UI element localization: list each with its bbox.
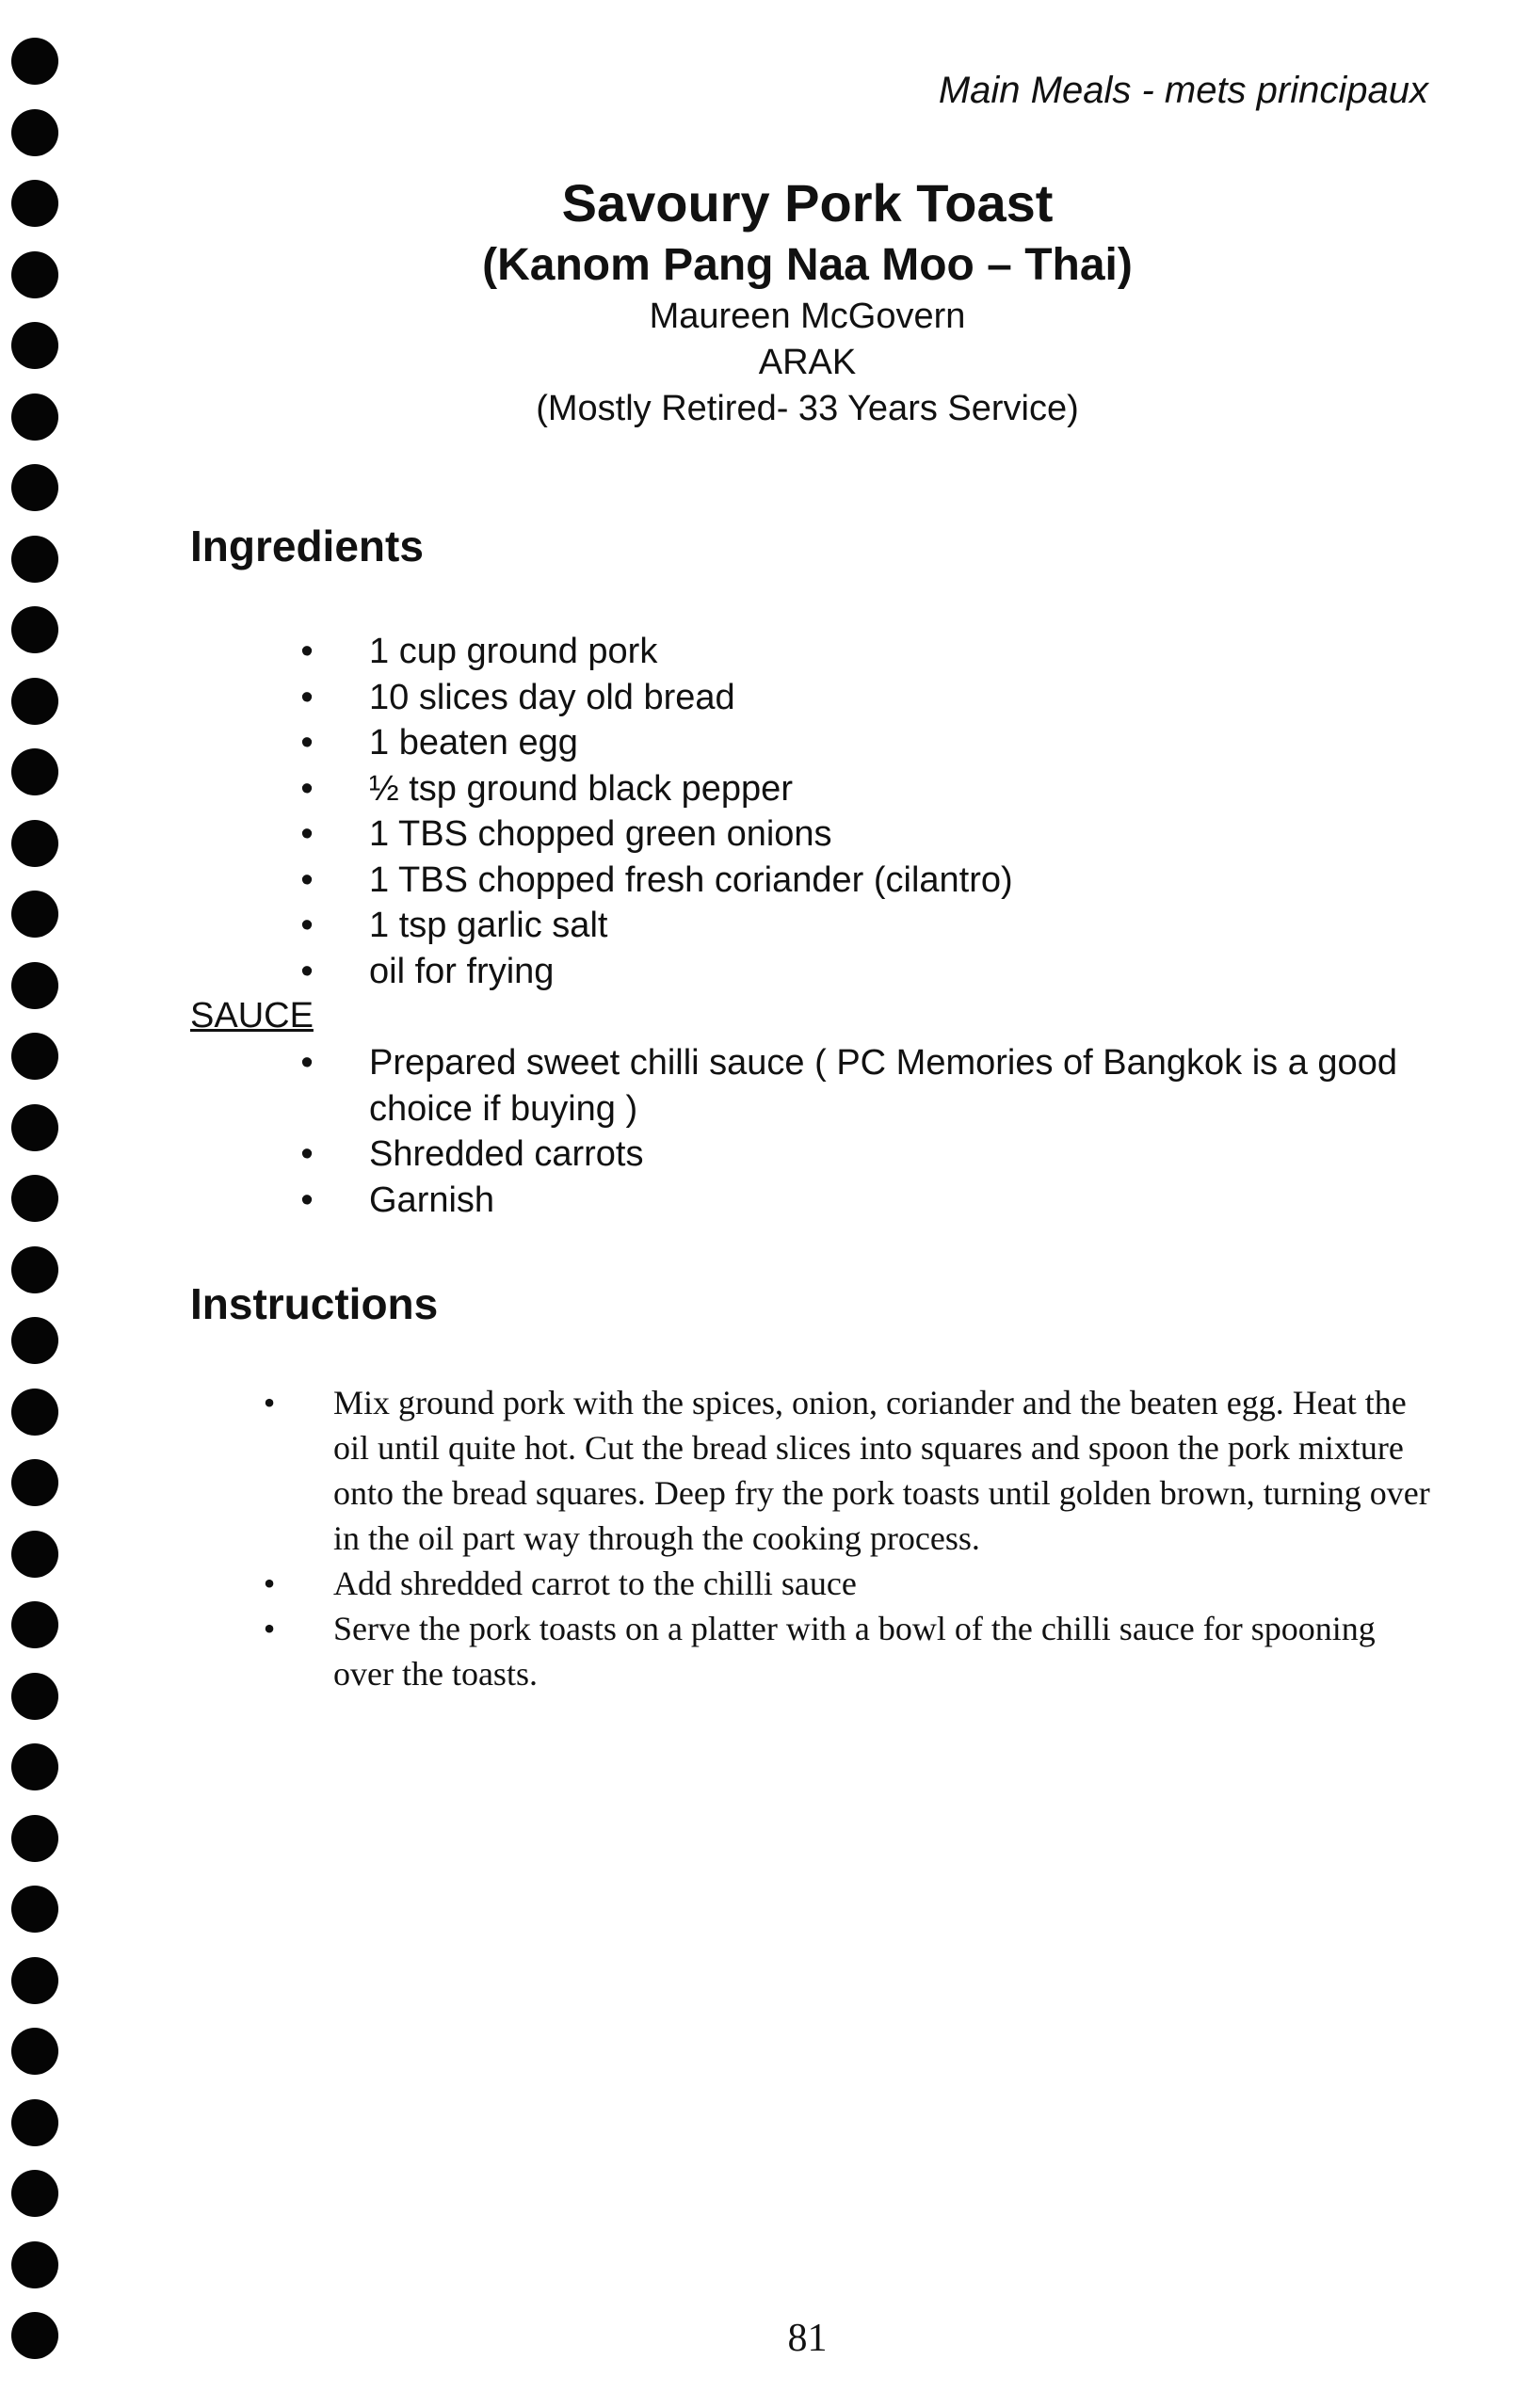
bullet-icon: • — [263, 1565, 276, 1602]
list-item-text: 10 slices day old bread — [369, 677, 735, 717]
instructions-heading: Instructions — [190, 1279, 439, 1328]
list-item-text: 1 tsp garlic salt — [369, 906, 608, 945]
bullet-icon: • — [300, 859, 314, 900]
binding-hole — [11, 464, 58, 511]
ingredients-heading: Ingredients — [190, 522, 424, 570]
binding-hole — [11, 1033, 58, 1080]
instructions-list — [260, 1380, 1437, 1696]
list-item-text: oil for frying — [369, 951, 555, 991]
binding-hole — [11, 1743, 58, 1790]
list-item — [260, 1561, 1437, 1606]
binding-hole — [11, 109, 58, 156]
binding-hole — [11, 1531, 58, 1578]
ingredients-list — [298, 629, 1427, 994]
bullet-icon: • — [300, 1043, 314, 1083]
sauce-list — [298, 1040, 1399, 1223]
binding-hole — [11, 1601, 58, 1648]
binding-hole — [11, 1104, 58, 1151]
list-item — [298, 949, 1427, 995]
list-item-text: ½ tsp ground black pepper — [369, 768, 793, 809]
binding-hole — [11, 2028, 58, 2075]
recipe-author: Maureen McGovern — [649, 297, 966, 336]
bullet-icon: • — [300, 1180, 314, 1220]
binding-hole — [11, 1246, 58, 1293]
recipe-subtitle: (Kanom Pang Naa Moo – Thai) — [482, 240, 1133, 290]
binding-hole — [11, 606, 58, 653]
bullet-icon: • — [300, 906, 314, 945]
binding-hole — [11, 1886, 58, 1933]
recipe-title-block — [0, 169, 1530, 432]
list-item — [298, 811, 1427, 858]
recipe-organization: ARAK — [758, 343, 857, 382]
binding-hole — [11, 536, 58, 583]
recipe-title: Savoury Pork Toast — [561, 173, 1054, 233]
binding-hole — [11, 891, 58, 938]
list-item — [298, 903, 1427, 949]
list-item-text: Garnish — [369, 1180, 495, 1220]
list-item — [298, 675, 1427, 721]
list-item-text: 1 TBS chopped green onions — [369, 814, 832, 854]
bullet-icon: • — [300, 723, 314, 763]
page-number: 81 — [787, 2317, 828, 2360]
binding-hole — [11, 1673, 58, 1720]
list-item — [298, 858, 1427, 904]
bullet-icon: • — [300, 814, 314, 854]
binding-hole — [11, 1389, 58, 1436]
bullet-icon: • — [300, 951, 314, 991]
binding-hole — [11, 2241, 58, 2288]
binding-hole — [11, 2099, 58, 2146]
recipe-note: (Mostly Retired- 33 Years Service) — [536, 389, 1079, 428]
list-item — [298, 1040, 1399, 1132]
list-item-text: Shredded carrots — [369, 1134, 644, 1174]
binding-hole — [11, 962, 58, 1009]
bullet-icon: • — [300, 1134, 314, 1174]
list-item — [298, 629, 1427, 675]
sauce-label: SAUCE — [190, 996, 314, 1035]
binding-hole — [11, 2170, 58, 2217]
binding-hole — [11, 1815, 58, 1862]
list-item — [260, 1380, 1437, 1561]
binding-hole — [11, 1175, 58, 1222]
list-item-text: Prepared sweet chilli sauce ( PC Memories of Bangkok is a good choice if buying ) — [369, 1043, 1397, 1129]
bullet-icon: • — [263, 1610, 276, 1647]
binding-hole — [11, 678, 58, 725]
list-item-text: 1 TBS chopped fresh coriander (cilantro) — [369, 859, 1013, 900]
list-item — [298, 766, 1427, 812]
bullet-icon: • — [300, 677, 314, 717]
list-item — [298, 720, 1427, 766]
list-item-text: Add shredded carrot to the chilli sauce — [333, 1565, 857, 1602]
section-header: Main Meals - mets principaux — [938, 70, 1428, 111]
list-item — [298, 1178, 1399, 1224]
binding-hole — [11, 1459, 58, 1506]
list-item-text: Mix ground pork with the spices, onion, coriander and the beaten egg. Heat the oil until quite hot. Cut the bread slices into squares and spoon the pork mixture onto the bread squares. Deep fry the pork toasts until golden brown, turning over in the oil part way through the cooking process. — [333, 1384, 1430, 1557]
bullet-icon: • — [300, 768, 314, 809]
binding-hole — [11, 820, 58, 867]
list-item-text: Serve the pork toasts on a platter with a bowl of the chilli sauce for spooning over the toasts. — [333, 1610, 1376, 1693]
binding-hole — [11, 748, 58, 795]
bullet-icon: • — [300, 632, 314, 671]
list-item-text: 1 cup ground pork — [369, 632, 658, 671]
list-item — [298, 1132, 1399, 1178]
bullet-icon: • — [263, 1384, 276, 1421]
list-item — [260, 1606, 1437, 1696]
binding-hole — [11, 1317, 58, 1364]
binding-hole — [11, 1957, 58, 2004]
binding-hole — [11, 38, 58, 85]
list-item-text: 1 beaten egg — [369, 723, 578, 763]
